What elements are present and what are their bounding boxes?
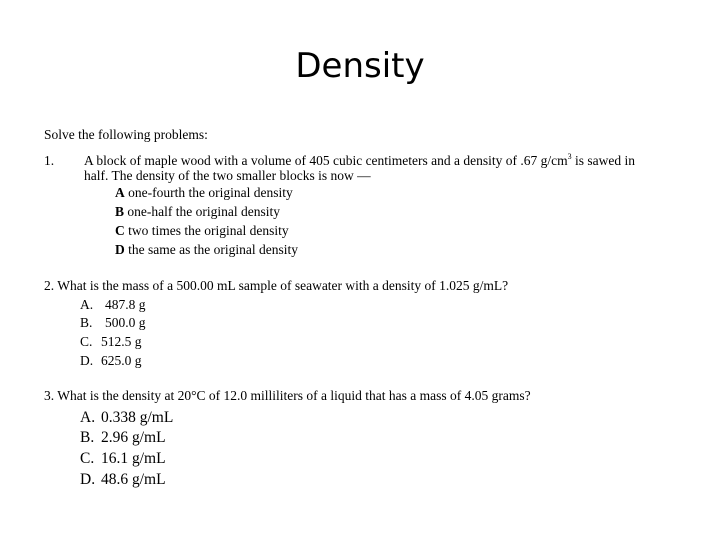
q1-line2: half. The density of the two smaller blocks is now — xyxy=(84,168,371,183)
option-text: 500.0 g xyxy=(105,315,146,330)
q2-text: 2. What is the mass of a 500.00 mL sample of seawater with a density of 1.025 g/mL? xyxy=(44,278,509,293)
q3-text: 3. What is the density at 20°C of 12.0 milliliters of a liquid that has a mass of 4.05 grams? xyxy=(44,388,531,403)
q2-option xyxy=(80,297,146,313)
q1-superscript: 3 xyxy=(567,152,572,161)
option-letter: D. xyxy=(80,353,94,368)
q1-text: A block of maple wood with a volume of 405 cubic centimeters and a density of .67 g/cm xyxy=(84,153,568,168)
option-letter: D xyxy=(115,242,125,257)
option-text: one-fourth the original density xyxy=(124,185,293,200)
option-text: 48.6 g/mL xyxy=(101,471,166,488)
q1-number: 1. xyxy=(44,153,55,168)
option-text: two times the original density xyxy=(124,223,289,238)
option-letter: D. xyxy=(80,471,96,488)
option-letter: B. xyxy=(80,315,93,330)
option-letter: A. xyxy=(80,297,94,312)
q1-line1 xyxy=(84,153,635,169)
q1-text-end: is sawed in xyxy=(571,153,636,168)
q3-option xyxy=(80,429,166,447)
slide-title: Density xyxy=(295,46,425,86)
q2-option xyxy=(80,353,142,369)
q2-option xyxy=(80,334,142,350)
option-text: 16.1 g/mL xyxy=(101,450,166,467)
intro-text: Solve the following problems: xyxy=(44,127,208,142)
q1-option xyxy=(115,204,280,220)
q3-option xyxy=(80,409,174,427)
q3-option xyxy=(80,450,166,468)
option-text: 512.5 g xyxy=(101,334,142,349)
option-letter: C xyxy=(115,223,125,238)
option-letter: C. xyxy=(80,450,95,467)
option-letter: A. xyxy=(80,409,96,426)
option-text: 0.338 g/mL xyxy=(101,409,174,426)
option-text: 625.0 g xyxy=(101,353,142,368)
option-letter: B xyxy=(115,204,125,219)
option-text: 2.96 g/mL xyxy=(101,429,166,446)
q2-option xyxy=(80,315,146,331)
option-letter: B. xyxy=(80,429,95,446)
q1-option xyxy=(115,242,298,258)
q1-option xyxy=(115,223,289,239)
option-letter: C. xyxy=(80,334,93,349)
option-text: 487.8 g xyxy=(105,297,146,312)
q3-option xyxy=(80,471,166,489)
option-letter: A xyxy=(115,185,125,200)
option-text: the same as the original density xyxy=(124,242,298,257)
q1-option xyxy=(115,185,293,201)
option-text: one-half the original density xyxy=(124,204,280,219)
